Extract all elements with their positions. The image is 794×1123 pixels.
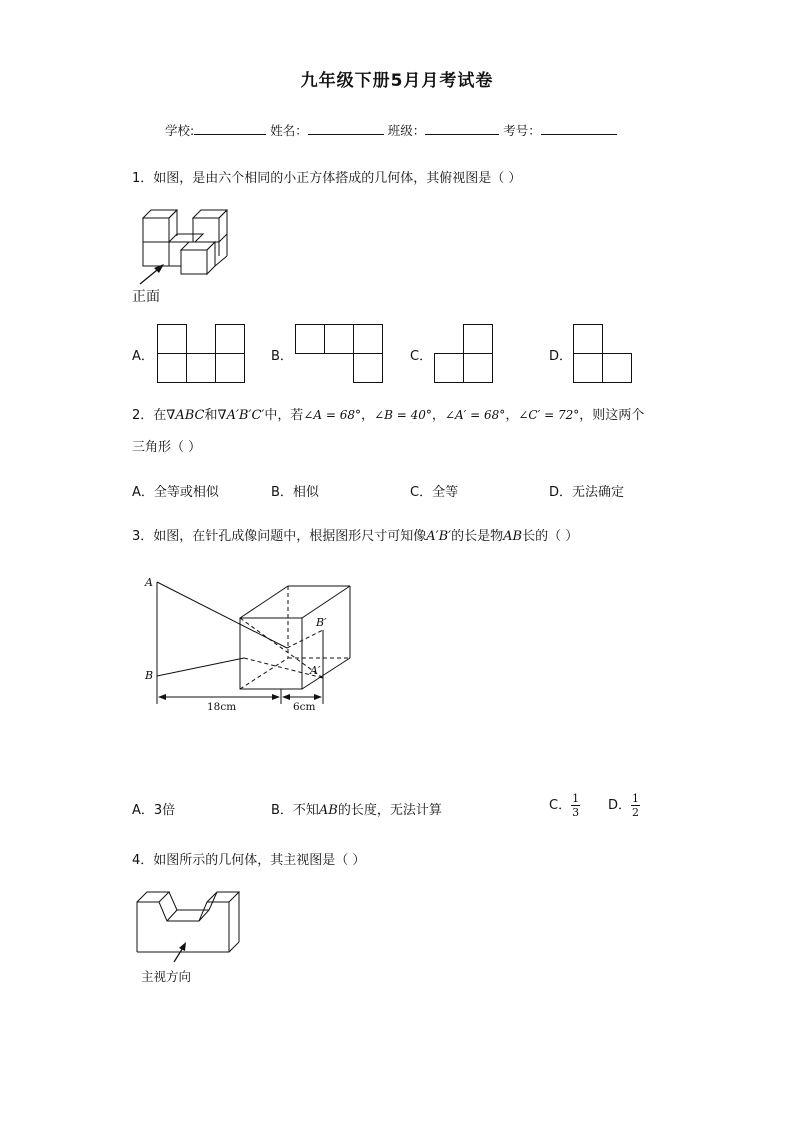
class-blank[interactable] [425,122,499,135]
info-line [165,121,617,139]
question-2-line-1 [132,404,644,423]
q1-option-c-figure[interactable] [434,324,496,384]
q1-option-d-figure[interactable] [573,324,635,384]
q2-option-a[interactable]: A．全等或相似 [132,485,219,500]
q1-option-a-label[interactable]: A． [132,349,154,364]
q2-and: 和 [204,408,218,423]
q1-option-b-label[interactable]: B． [271,349,293,364]
q1-option-c-label[interactable]: C． [410,349,433,364]
q3-option-d[interactable] [608,792,640,819]
q3-pinhole-figure [140,570,370,720]
q3-option-a[interactable]: A．3倍 [132,803,176,818]
q4-direction-arrow-icon [170,940,200,965]
q3-option-b-ab: AB [318,803,338,818]
q3-pre: 3．如图，在针孔成像问题中，根据图形尺寸可知像 [132,529,427,544]
q2-cond-2: ∠B = 40° [374,408,432,422]
question-3-text [132,525,578,544]
q3-option-b[interactable] [271,799,442,818]
q3-label-a-prime: A′ [310,664,321,677]
q2-number: 2．在 [132,408,167,423]
number-label: 考号： [503,123,541,138]
q3-option-d-fraction [631,792,640,819]
q2-option-b[interactable]: B．相似 [271,485,319,500]
q2-triangle-2: ∇A′B′C′ [217,408,265,423]
q3-option-d-label: D． [608,798,632,813]
q1-front-label: 正面 [132,289,160,305]
q3-dimension-6cm: 6cm [293,701,316,713]
q3-option-b-pre: B．不知 [271,803,319,818]
class-label: 班级： [387,123,426,138]
q4-direction-label: 主视方向 [141,969,192,984]
q3-post: 长的（ ） [522,529,579,544]
school-label: 学校: [165,123,195,138]
q2-mid: 中，若 [264,408,304,423]
q2-option-c[interactable]: C．全等 [410,485,459,500]
q3-object-label: AB [503,529,523,544]
q2-sep-3: ， [505,408,519,423]
q3-image-label: A′B′ [426,529,452,544]
q3-label-b: B [145,669,154,682]
question-2-line-2: 三角形（ ） [132,440,202,455]
number-blank[interactable] [541,122,617,135]
q2-cond-3: ∠A′ = 68° [444,408,506,422]
q3-label-a: A [145,576,153,589]
q3-option-c-label: C． [549,798,572,813]
question-1-text: 1．如图，是由六个相同的小正方体搭成的几何体，其俯视图是（ ） [132,171,522,186]
q3-option-d-denominator: 2 [632,806,640,819]
q3-option-d-numerator: 1 [632,792,640,805]
school-blank[interactable] [194,122,266,135]
name-label: 姓名： [270,123,308,138]
q3-option-b-post: 的长度，无法计算 [337,803,442,818]
q2-sep-2: ， [431,408,445,423]
q2-tail: ，则这两个 [579,408,645,423]
q3-label-b-prime: B′ [316,616,327,629]
q3-mid: 的长是物 [451,529,504,544]
q2-sep-1: ， [361,408,375,423]
q3-option-c-denominator: 3 [572,806,580,819]
question-4-text: 4．如图所示的几何体，其主视图是（ ） [132,853,366,868]
q3-option-c[interactable] [549,792,580,819]
page-title: 九年级下册5月月考试卷 [300,71,494,91]
q3-dimension-18cm: 18cm [207,701,237,713]
q1-option-a-figure[interactable] [157,324,247,384]
q3-option-c-numerator: 1 [572,792,580,805]
q2-triangle-1: ∇ABC [166,408,205,423]
q2-cond-1: ∠A = 68° [303,408,362,422]
q2-cond-4: ∠C′ = 72° [518,408,580,422]
q1-option-b-figure[interactable] [295,324,385,384]
q3-option-c-fraction [571,792,580,819]
q2-option-d[interactable]: D．无法确定 [549,485,625,500]
name-blank[interactable] [308,122,384,135]
q1-option-d-label[interactable]: D． [549,349,573,364]
